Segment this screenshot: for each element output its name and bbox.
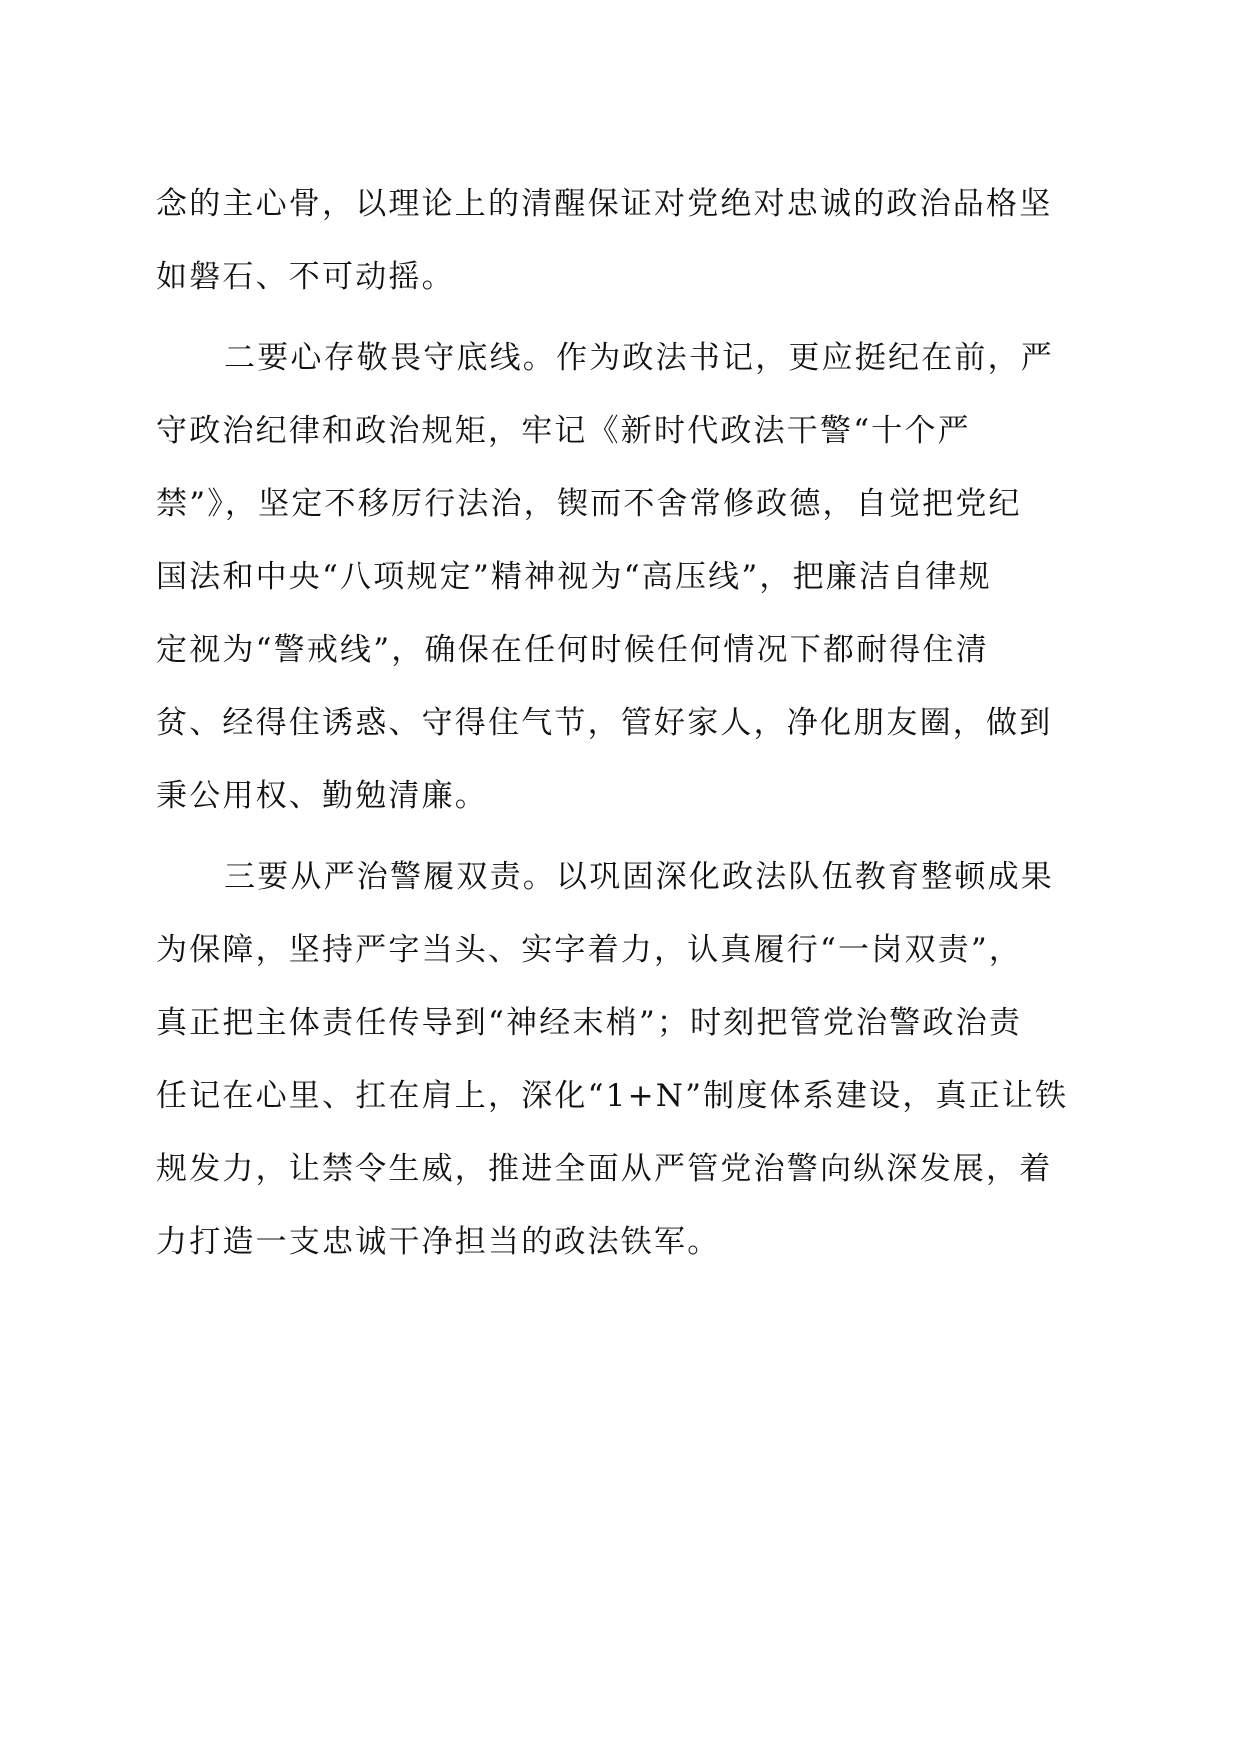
- text-line: 二要心存敬畏守底线。作为政法书记，更应挺纪在前，严: [224, 340, 1054, 376]
- text-line: 贫、经得住诱惑、守得住气节，管好家人，净化朋友圈，做到: [156, 705, 1053, 741]
- text-line: 三要从严治警履双责。以巩固深化政法队伍教育整顿成果: [224, 859, 1054, 895]
- text-line: 定视为“警戒线”，确保在任何时候任何情况下都耐得住清: [156, 632, 989, 668]
- paragraph-3: [156, 841, 1096, 1279]
- text-line: 如磐石、不可动摇。: [156, 259, 455, 295]
- text-line: 为保障，坚持严字当头、实字着力，认真履行“一岗双责”，: [156, 932, 1023, 968]
- text-line: 规发力，让禁令生威，推进全面从严管党治警向纵深发展，着: [156, 1151, 1053, 1187]
- text-line: 力打造一支忠诚干净担当的政法铁军。: [156, 1224, 721, 1260]
- text-line: 禁”》，坚定不移厉行法治，锲而不舍常修政德，自觉把党纪: [156, 486, 1022, 522]
- body-text: [156, 168, 1096, 1279]
- text-line: 秉公用权、勤勉清廉。: [156, 778, 488, 814]
- paragraph-2: [156, 322, 1096, 833]
- text-line: 真正把主体责任传导到“神经末梢”；时刻把管党治警政治责: [156, 1005, 1023, 1041]
- text-line: 任记在心里、扛在肩上，深化“1+N”制度体系建设，真正让铁: [156, 1078, 1069, 1114]
- text-line: 国法和中央“八项规定”精神视为“高压线”，把廉洁自律规: [156, 559, 992, 595]
- text-line: 守政治纪律和政治规矩，牢记《新时代政法干警“十个严: [156, 413, 971, 449]
- paragraph-1: [156, 168, 1096, 314]
- text-line: 念的主心骨，以理论上的清醒保证对党绝对忠诚的政治品格坚: [156, 186, 1053, 222]
